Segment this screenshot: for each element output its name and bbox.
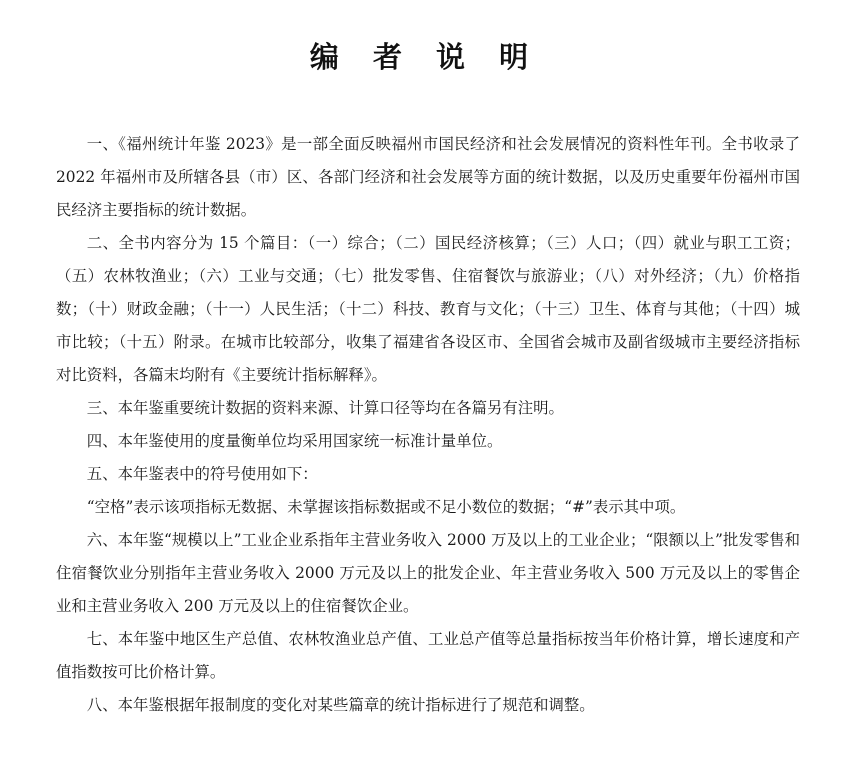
paragraph-8: 八、本年鉴根据年报制度的变化对某些篇章的统计指标进行了规范和调整。	[86, 696, 595, 714]
paragraph-4: 四、本年鉴使用的度量衡单位均采用国家统一标准计量单位。	[86, 432, 503, 450]
paragraph-2: 二、全书内容分为 15 个篇目：（一）综合；（二）国民经济核算；（三）人口；（四）就业与职工工资；（五）农林牧渔业；（六）工业与交通；（七）批发零售、住宿餐饮与旅游业；（八）对外经济；（九）价格指数；（十）财政金融；（十一）人民生活；（十二）科技、教育与文化；（十三）卫生、体育与其他；（十四）城市比较；（十五）附录。在城市比较部分，收集了福建省各设区市、全国省会城市及副省级城市主要经济指标对比资料，各篇末均附有《主要统计指标解释》。	[56, 234, 800, 384]
paragraph-5: 五、本年鉴表中的符号使用如下：	[86, 465, 318, 483]
paragraph-symbols-note: “空格”表示该项指标无数据、未掌握该指标数据或不足小数位的数据；“#”表示其中项。	[86, 498, 686, 516]
page-title: 编 者 说 明	[309, 40, 541, 74]
paragraph-6: 六、本年鉴“规模以上”工业企业系指年主营业务收入 2000 万及以上的工业企业；“限额以上”批发零售和住宿餐饮业分别指年主营业务收入 2000 万元及以上的批发企业、年主营业务收入 500 万元及以上的零售企业和主营业务收入 200 万元及以上的住宿餐饮企业。	[56, 531, 800, 615]
document-body	[56, 128, 800, 722]
paragraph-7: 七、本年鉴中地区生产总值、农林牧渔业总产值、工业总产值等总量指标按当年价格计算，增长速度和产值指数按可比价格计算。	[56, 630, 800, 681]
paragraph-1: 一、《福州统计年鉴 2023》是一部全面反映福州市国民经济和社会发展情况的资料性年刊。全书收录了 2022 年福州市及所辖各县（市）区、各部门经济和社会发展等方面的统计数据，以及历史重要年份福州市国民经济主要指标的统计数据。	[56, 135, 800, 219]
paragraph-3: 三、本年鉴重要统计数据的资料来源、计算口径等均在各篇另有注明。	[86, 399, 564, 417]
